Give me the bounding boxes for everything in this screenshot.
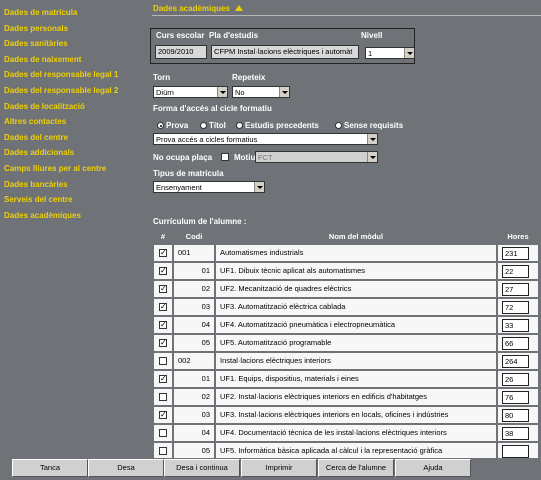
sidebar-item[interactable]: Serveis del centre — [4, 195, 73, 205]
row-codi: 03 — [173, 298, 215, 316]
row-nom: UF4. Documentació tècnica de les instal·lacions elèctriques interiors — [215, 424, 497, 442]
section-title[interactable] — [153, 4, 243, 13]
row-nom: UF4. Automatització pneumàtica i electropneumàtica — [215, 316, 497, 334]
row-checkbox[interactable]: ✓ — [160, 248, 167, 257]
motiu-label: Motiu — [234, 153, 256, 162]
torn-value: Diürn — [156, 88, 174, 97]
radio-sense-label: Sense requisits — [344, 121, 404, 130]
row-codi: 04 — [173, 316, 215, 334]
curs-field: 2009/2010 — [155, 45, 207, 59]
row-nom: UF1. Dibuix tècnic aplicat als automatismes — [215, 262, 497, 280]
row-hores-cell — [497, 406, 539, 424]
sidebar-item[interactable]: Camps lliures per al centre — [4, 163, 107, 173]
row-codi: 002 — [173, 352, 215, 370]
motiu-select[interactable] — [255, 151, 378, 163]
col-header-nom: Nom del mòdul — [215, 230, 497, 244]
row-nom: UF3. Instal·lacions elèctriques interiors en locals, oficines i indústries — [215, 406, 497, 424]
sidebar-item[interactable]: Dades personals — [4, 23, 69, 33]
row-checkbox[interactable]: ✓ — [160, 302, 167, 311]
row-nom: UF5. Informàtica bàsica aplicada al càlcul i la representació gràfica — [215, 442, 497, 458]
row-hores-input[interactable]: 72 — [502, 301, 529, 314]
radio-sense[interactable] — [335, 122, 342, 129]
row-hores-input[interactable]: 80 — [502, 409, 529, 422]
sidebar-item[interactable]: Dades del centre — [4, 132, 69, 142]
table-row — [153, 352, 539, 370]
button-bar — [0, 458, 541, 480]
row-hores-cell — [497, 424, 539, 442]
repeteix-label: Repeteix — [232, 73, 266, 82]
row-hores-input[interactable]: 264 — [502, 355, 529, 368]
row-codi: 01 — [173, 262, 215, 280]
row-codi: 05 — [173, 334, 215, 352]
chevron-down-icon — [279, 87, 289, 97]
row-checkbox[interactable]: ✓ — [160, 320, 167, 329]
row-hores-cell — [497, 442, 539, 458]
row-checkbox[interactable]: ✓ — [160, 284, 167, 293]
sidebar-item[interactable]: Dades acadèmiques — [4, 210, 81, 220]
row-checkbox[interactable]: ✓ — [160, 410, 167, 419]
row-nom: Instal·lacions elèctriques interiors — [215, 352, 497, 370]
button-0[interactable]: Tanca — [12, 459, 88, 477]
torn-select[interactable] — [153, 86, 228, 98]
sidebar-item[interactable]: Dades sanitàries — [4, 39, 68, 49]
row-hores-input[interactable]: 22 — [502, 265, 529, 278]
row-checkbox[interactable] — [159, 447, 167, 455]
row-hores-input[interactable]: 231 — [502, 247, 529, 260]
row-codi: 01 — [173, 370, 215, 388]
row-hores-cell — [497, 298, 539, 316]
chevron-down-icon — [217, 87, 227, 97]
row-check-cell — [153, 442, 173, 458]
table-row — [153, 262, 539, 280]
row-hores-input[interactable]: 66 — [502, 337, 529, 350]
button-3[interactable]: Imprimir — [241, 459, 317, 477]
button-1[interactable]: Desa — [88, 459, 164, 477]
torn-label: Torn — [153, 73, 171, 82]
radio-titol[interactable] — [200, 122, 207, 129]
radio-titol-label: Títol — [209, 121, 226, 130]
table-row — [153, 334, 539, 352]
main-panel — [150, 0, 541, 458]
collapse-triangle-icon[interactable] — [235, 5, 243, 11]
table-row — [153, 424, 539, 442]
radio-estudis[interactable] — [236, 122, 243, 129]
sidebar-item[interactable]: Dades bancàries — [4, 179, 68, 189]
row-hores-cell — [497, 262, 539, 280]
button-4[interactable]: Cerca de l'alumne — [318, 459, 394, 477]
row-hores-cell — [497, 388, 539, 406]
sidebar — [0, 0, 150, 458]
row-codi: 02 — [173, 388, 215, 406]
button-5[interactable]: Ajuda — [395, 459, 471, 477]
nivell-label: Nivell — [361, 31, 383, 40]
row-check-cell — [153, 298, 173, 316]
row-hores-input[interactable]: 76 — [502, 391, 529, 404]
sidebar-item[interactable]: Dades de matrícula — [4, 8, 78, 17]
row-check-cell — [153, 316, 173, 334]
table-row — [153, 442, 539, 458]
tipus-label: Tipus de matrícula — [153, 169, 224, 178]
row-nom: UF2. Mecanització de quadres elèctrics — [215, 280, 497, 298]
row-nom: UF5. Automatització programable — [215, 334, 497, 352]
repeteix-value: No — [235, 88, 245, 97]
row-nom: Automatismes industrials — [215, 244, 497, 262]
radio-prova[interactable] — [157, 122, 164, 129]
row-hores-cell — [497, 316, 539, 334]
tipus-value: Ensenyament — [156, 183, 202, 192]
row-check-cell — [153, 406, 173, 424]
acces-select[interactable] — [153, 133, 378, 145]
curriculum-table — [153, 230, 539, 458]
table-row — [153, 388, 539, 406]
table-row — [153, 298, 539, 316]
col-header-codi: Codi — [173, 230, 215, 244]
row-check-cell — [153, 334, 173, 352]
acces-value: Prova accés a cicles formatius — [156, 135, 258, 144]
nivell-select[interactable] — [365, 47, 415, 59]
row-codi: 04 — [173, 424, 215, 442]
table-row — [153, 244, 539, 262]
row-hores-cell — [497, 334, 539, 352]
row-checkbox[interactable] — [159, 429, 167, 437]
row-check-cell — [153, 244, 173, 262]
sidebar-item[interactable]: Dades de naixement — [4, 54, 82, 64]
motiu-value: FCT — [258, 153, 273, 162]
row-checkbox[interactable]: ✓ — [160, 266, 167, 275]
row-nom: UF1. Equips, dispositius, materials i eines — [215, 370, 497, 388]
chevron-down-icon — [404, 48, 414, 58]
row-hores-cell — [497, 244, 539, 262]
ocupa-label: No ocupa plaça — [153, 153, 213, 162]
sidebar-item[interactable]: Altres contactes — [4, 117, 67, 127]
ocupa-checkbox[interactable] — [221, 153, 229, 161]
acces-label: Forma d'accés al cicle formatiu — [153, 104, 272, 113]
pla-label: Pla d'estudis — [209, 31, 259, 40]
table-row — [153, 370, 539, 388]
radio-prova-label: Prova — [166, 121, 189, 130]
repeteix-select[interactable] — [232, 86, 290, 98]
row-hores-input[interactable]: 27 — [502, 283, 529, 296]
row-codi: 03 — [173, 406, 215, 424]
chevron-down-icon — [367, 152, 377, 162]
col-header-check: # — [153, 230, 173, 244]
curs-label: Curs escolar — [156, 31, 205, 40]
sidebar-item[interactable]: Dades del responsable legal 2 — [4, 85, 119, 95]
row-check-cell — [153, 370, 173, 388]
button-2[interactable]: Desa i continua — [164, 459, 240, 477]
pla-field: CFPM Instal·lacions elèctriques i automàt — [211, 45, 359, 59]
row-codi: 02 — [173, 280, 215, 298]
row-checkbox[interactable] — [159, 357, 167, 365]
course-box — [150, 28, 415, 64]
row-checkbox[interactable]: ✓ — [160, 338, 167, 347]
curriculum-title: Currículum de l'alumne : — [153, 217, 247, 226]
row-checkbox[interactable]: ✓ — [160, 374, 167, 383]
row-check-cell — [153, 352, 173, 370]
sidebar-item[interactable]: Dades addicionals — [4, 148, 75, 158]
chevron-down-icon — [367, 134, 377, 144]
row-hores-input[interactable]: 33 — [502, 319, 529, 332]
row-hores-input[interactable]: 38 — [502, 427, 529, 440]
row-hores-cell — [497, 352, 539, 370]
table-row — [153, 316, 539, 334]
row-check-cell — [153, 388, 173, 406]
tipus-select[interactable] — [153, 181, 265, 193]
radio-estudis-label: Estudis precedents — [245, 121, 319, 130]
nivell-value: 1 — [368, 49, 373, 58]
row-nom: UF2. Instal·lacions elèctriques interiors en edificis d'habitatges — [215, 388, 497, 406]
table-row — [153, 406, 539, 424]
table-row — [153, 280, 539, 298]
chevron-down-icon — [254, 182, 264, 192]
sidebar-item[interactable]: Dades del responsable legal 1 — [4, 70, 119, 80]
row-hores-cell — [497, 280, 539, 298]
row-codi: 05 — [173, 442, 215, 458]
section-title-text: Dades acadèmiques — [153, 4, 230, 13]
sidebar-item[interactable]: Dades de localització — [4, 101, 85, 111]
row-nom: UF3. Automatització elèctrica cablada — [215, 298, 497, 316]
col-header-hores: Hores — [497, 230, 539, 244]
row-hores-cell — [497, 370, 539, 388]
row-hores-input[interactable]: 26 — [502, 373, 529, 386]
row-check-cell — [153, 280, 173, 298]
row-check-cell — [153, 424, 173, 442]
row-checkbox[interactable] — [159, 393, 167, 401]
row-check-cell — [153, 262, 173, 280]
row-hores-input[interactable] — [502, 445, 529, 458]
divider — [152, 15, 541, 16]
row-codi: 001 — [173, 244, 215, 262]
